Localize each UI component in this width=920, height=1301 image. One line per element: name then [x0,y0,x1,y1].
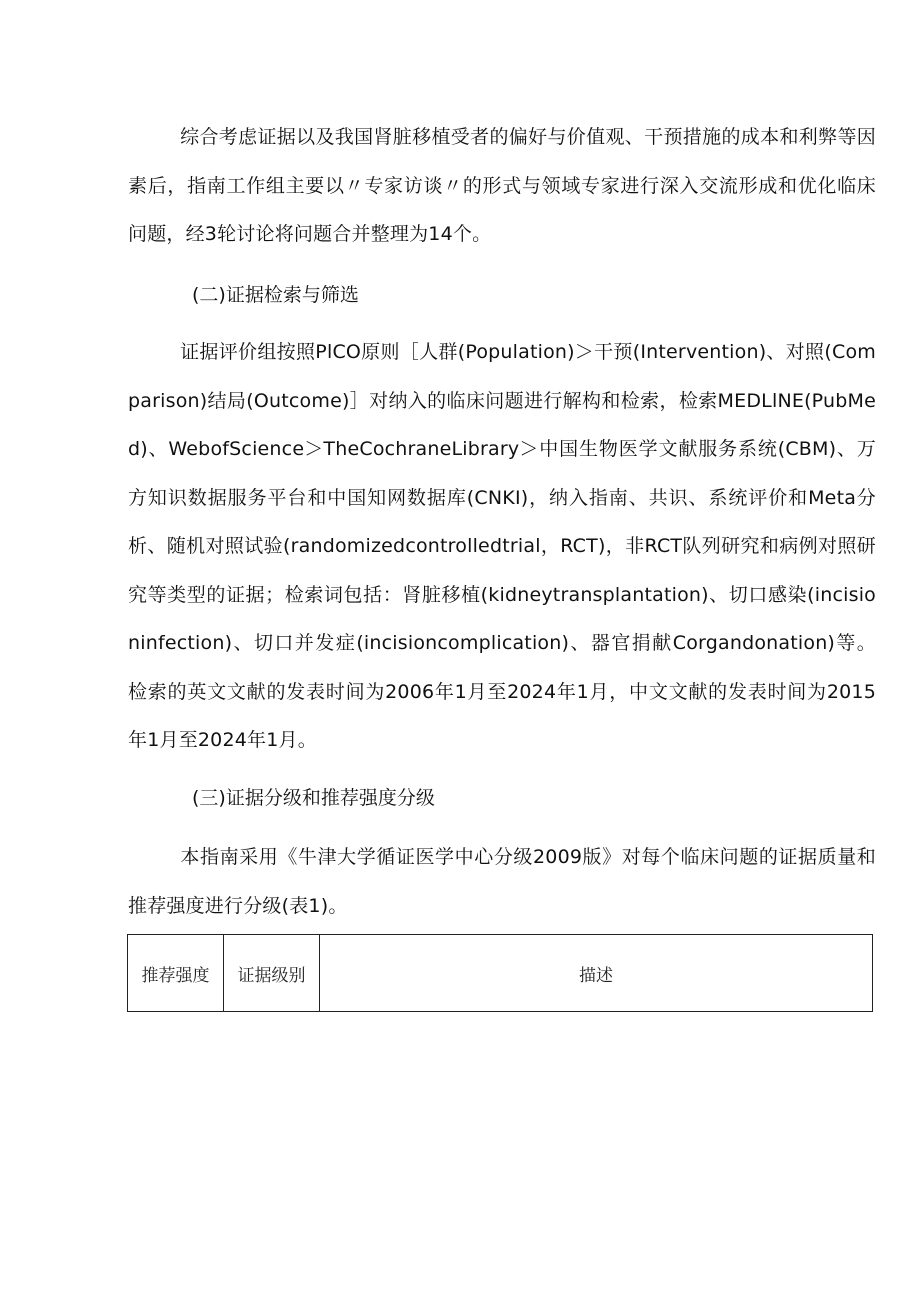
table-header-recommendation-strength: 推荐强度 [128,935,224,1012]
grading-table-header-row [128,935,873,1012]
table-header-evidence-level: 证据级别 [224,935,320,1012]
grading-table [127,934,873,1012]
table-header-description: 描述 [320,935,873,1012]
section-heading-evidence-grading: (三)证据分级和推荐强度分级 [192,787,435,809]
section-heading-evidence-search: (二)证据检索与筛选 [192,284,359,306]
paragraph-grading-standard-text: 本指南采用《牛津大学循证医学中心分级2009版》对每个临床问题的证据质量和推荐强度进行分级(表1)。 [128,846,876,917]
paragraph-grading-standard [128,833,876,930]
paragraph-evidence-search [128,328,876,765]
paragraph-evidence-search-text: 证据评价组按照PlCO原则［人群(Population)＞干预(Intervention)、对照(Comparison)结局(Outcome)］对纳入的临床问题进行解构和检索，检索MEDLlNE(PubMed)、WebofScience＞TheCochraneLibrary＞中国生物医学文献服务系统(CBM)、万方知识数据服务平台和中国知网数据库(CNKI)，纳入指南、共识、系统评价和Meta分析、随机对照试验(randomizedcontrolledtrial，RCT)，非RCT队列研究和病例对照研究等类型的证据；检索词包括：肾脏移植(kidneytransplantation)、切口感染(incisioninfection)、切口并发症(incisioncomplication)、器官捐献Corgandonation)等。检索的英文文献的发表时间为2006年1月至2024年1月，中文文献的发表时间为2015年1月至2024年1月。 [128,341,876,751]
paragraph-consideration [128,113,876,259]
paragraph-consideration-text: 综合考虑证据以及我国肾脏移植受者的偏好与价值观、干预措施的成本和利弊等因素后，指南工作组主要以〃专家访谈〃的形式与领域专家进行深入交流形成和优化临床问题，经3轮讨论将问题合并整理为14个。 [128,126,876,245]
